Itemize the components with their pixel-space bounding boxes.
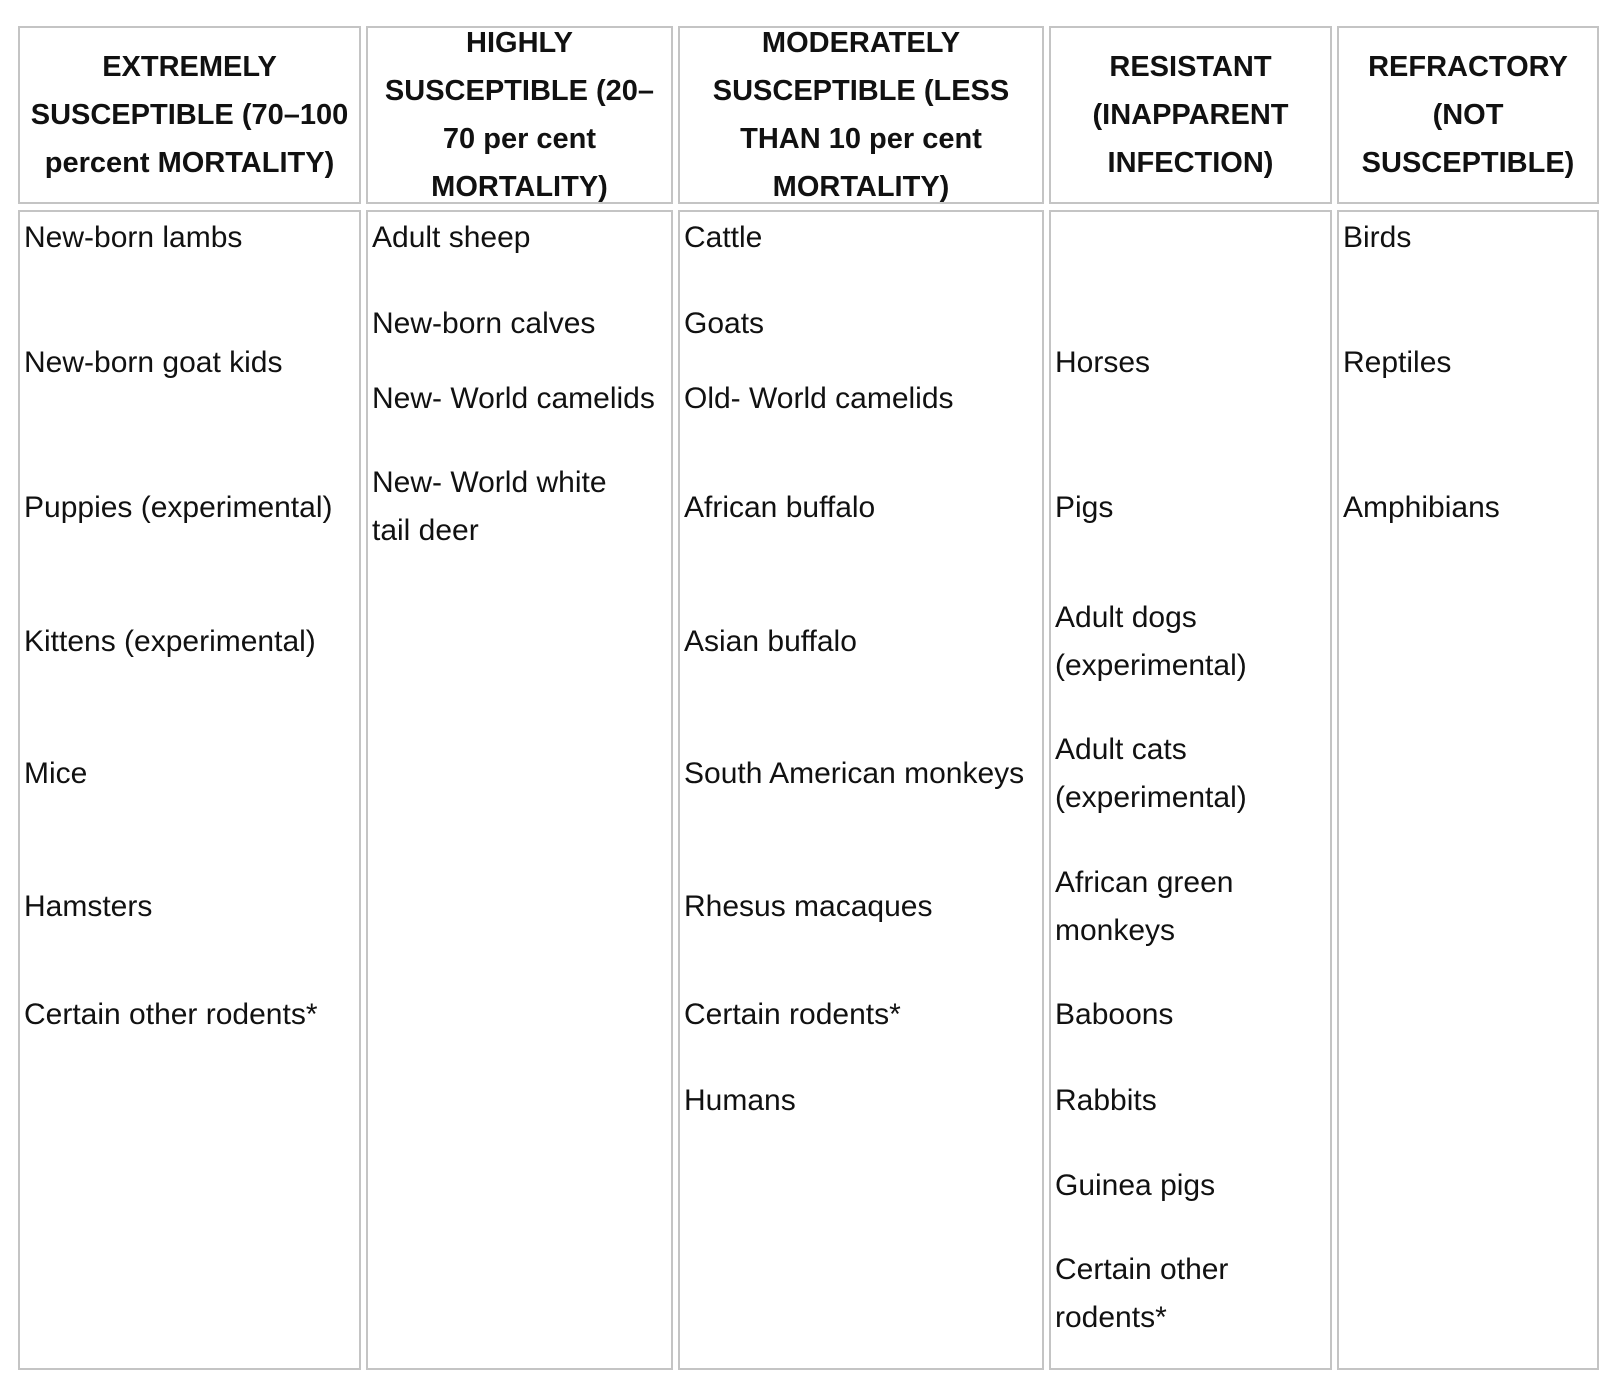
list-item: Goats (684, 307, 765, 340)
list-item: Certain rodents* (684, 998, 901, 1031)
list-item: Asian buffalo (684, 625, 857, 658)
column-extremely-susceptible (18, 210, 361, 1370)
header-extremely-susceptible (18, 26, 361, 204)
list-item: Hamsters (24, 890, 153, 923)
list-item: New-born lambs (24, 221, 243, 254)
column-highly-susceptible (366, 210, 673, 1370)
list-item: Puppies (experimental) (24, 491, 333, 524)
list-item: New- World camelids (372, 382, 655, 415)
list-item: Old- World camelids (684, 382, 954, 415)
column-moderately-susceptible (678, 210, 1044, 1370)
list-item: Birds (1343, 221, 1412, 254)
list-item: South American monkeys (684, 757, 1025, 790)
list-item: Humans (684, 1084, 796, 1117)
list-item: Certain other rodents* (24, 998, 318, 1031)
list-item: Rabbits (1055, 1084, 1157, 1117)
list-item: Certain other rodents* (1055, 1253, 1229, 1334)
list-item: Horses (1055, 346, 1151, 379)
header-resistant (1049, 26, 1332, 204)
header-text: REFRACTORY (NOT SUSCEPTIBLE) (1361, 51, 1575, 179)
list-item: African buffalo (684, 491, 876, 524)
list-item: Rhesus macaques (684, 890, 933, 923)
header-text: HIGHLY SUSCEPTIBLE (20–70 per cent MORTALITY) (384, 27, 655, 203)
column-refractory (1337, 210, 1599, 1370)
header-text: EXTREMELY SUSCEPTIBLE (70–100 percent MORTALITY) (30, 51, 349, 179)
list-item: Adult cats (experimental) (1055, 733, 1247, 814)
list-item: New-born calves (372, 307, 596, 340)
header-highly-susceptible (366, 26, 673, 204)
list-item: Amphibians (1343, 491, 1500, 524)
list-item: New-born goat kids (24, 346, 283, 379)
list-item: Adult sheep (372, 221, 531, 254)
list-item: Guinea pigs (1055, 1169, 1216, 1202)
header-moderately-susceptible (678, 26, 1044, 204)
list-item: Kittens (experimental) (24, 625, 316, 658)
header-refractory (1337, 26, 1599, 204)
header-text: MODERATELY SUSCEPTIBLE (LESS THAN 10 per cent MORTALITY) (712, 27, 1010, 203)
list-item: Adult dogs (experimental) (1055, 601, 1247, 682)
list-item: Baboons (1055, 998, 1174, 1031)
list-item: Mice (24, 757, 88, 790)
list-item: African green monkeys (1055, 866, 1234, 947)
list-item: Reptiles (1343, 346, 1452, 379)
column-resistant (1049, 210, 1332, 1370)
header-text: RESISTANT (INAPPARENT INFECTION) (1092, 51, 1289, 179)
list-item: New- World white tail deer (372, 466, 607, 547)
list-item: Cattle (684, 221, 763, 254)
list-item: Pigs (1055, 491, 1114, 524)
